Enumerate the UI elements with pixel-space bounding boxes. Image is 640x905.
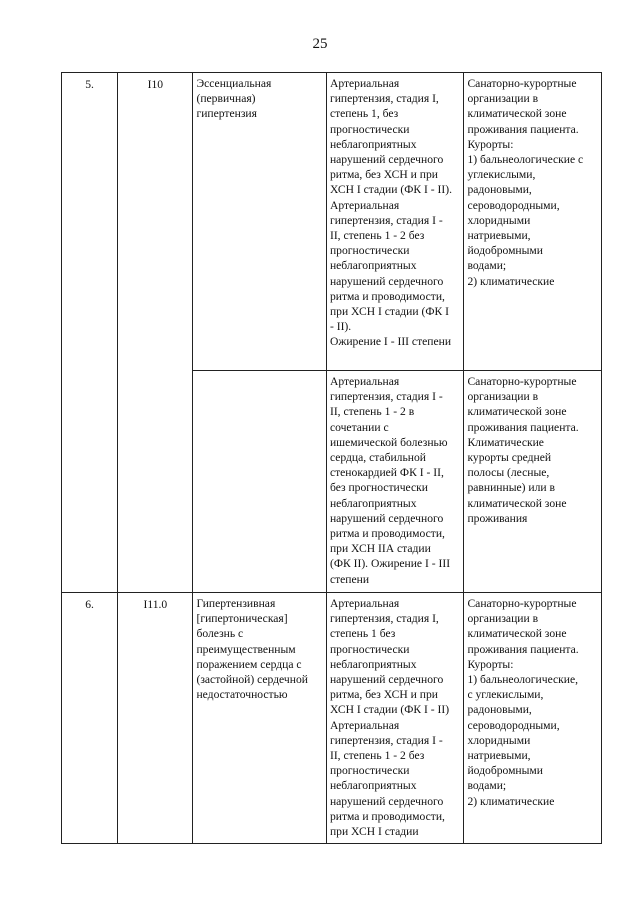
text-line: гипертензия, стадия I -: [329, 213, 443, 227]
text-line: II, степень 1 - 2 без: [329, 229, 425, 243]
text-line: Санаторно-курортные: [467, 597, 577, 610]
text-line: 1) бальнеологические,: [467, 673, 579, 687]
text-line: неблагоприятных: [329, 496, 417, 510]
text-line: нарушений сердечного: [329, 511, 444, 525]
text-line: (первичная): [196, 92, 256, 106]
text-line: проживания пациента.: [467, 642, 579, 656]
text-line: (застойной) сердечной: [196, 673, 308, 687]
text-line: II, степень 1 - 2 без: [329, 749, 425, 763]
text-line: 1) бальнеологические с: [467, 153, 584, 167]
text-line: Курорты:: [467, 137, 514, 151]
text-line: ишемической болезнью: [329, 435, 448, 449]
text-line: йодобромными: [467, 764, 543, 778]
text-line: прогностически: [329, 122, 410, 136]
text-line: гипертензия, стадия I -: [329, 390, 443, 404]
text-line: натриевыми,: [467, 749, 531, 763]
text-line: неблагоприятных: [329, 657, 417, 671]
clinical-description-cell: [326, 593, 464, 844]
text-line: неблагоприятных: [329, 137, 417, 151]
text-line: при ХСН IIА стадии: [329, 542, 431, 556]
text-line: Санаторно-курортные: [467, 77, 577, 90]
text-line: неблагоприятных: [329, 779, 417, 793]
disease-name-cell: [193, 593, 326, 844]
text-line: сочетании с: [329, 420, 389, 434]
text-line: сероводородными,: [467, 198, 560, 212]
clinical-description-cell: [326, 371, 464, 593]
text-line: ритма и проводимости,: [329, 527, 445, 541]
text-line: ритма и проводимости,: [329, 289, 445, 303]
text-line: организации в: [467, 92, 539, 106]
text-line: гипертензия, стадия I -: [329, 733, 443, 747]
table-row: [62, 73, 602, 371]
text-line: проживания пациента.: [467, 122, 579, 136]
text-line: Гипертензивная: [196, 597, 276, 610]
text-line: углекислыми,: [467, 168, 536, 182]
text-line: ХСН I стадии (ФК I - II).: [329, 183, 453, 197]
table-row: [62, 593, 602, 844]
page-number: 25: [312, 36, 328, 52]
text-line: йодобромными: [467, 244, 543, 258]
text-line: 2) климатические: [467, 274, 555, 288]
text-line: организации в: [467, 612, 539, 626]
text-line: прогностически: [329, 642, 410, 656]
row-number-cell: 5.: [62, 73, 118, 593]
text-line: с углекислыми,: [467, 688, 544, 702]
text-line: при ХСН I стадии (ФК I: [329, 305, 449, 319]
text-line: Артериальная: [329, 597, 400, 610]
disease-name-cell: [193, 371, 326, 593]
text-line: гипертензия, стадия I,: [329, 92, 439, 106]
text-line: Климатические: [467, 435, 544, 449]
text-line: степень 1, без: [329, 107, 399, 121]
text-line: радоновыми,: [467, 703, 532, 717]
text-line: ХСН I стадии (ФК I - II): [329, 703, 450, 717]
text-line: радоновыми,: [467, 183, 532, 197]
text-line: климатической зоне: [467, 627, 567, 641]
text-line: поражением сердца с: [196, 657, 302, 671]
text-line: Санаторно-курортные: [467, 375, 577, 388]
text-line: Артериальная: [329, 375, 400, 388]
text-line: II, степень 1 - 2 в: [329, 405, 415, 419]
text-line: хлоридными: [467, 213, 531, 227]
text-line: климатической зоне: [467, 107, 567, 121]
text-line: водами;: [467, 259, 507, 273]
text-line: равнинные) или в: [467, 481, 555, 495]
text-line: стенокардией ФК I - II,: [329, 466, 444, 480]
text-line: климатической зоне: [467, 405, 567, 419]
text-line: степени: [329, 572, 370, 586]
text-line: климатической зоне: [467, 496, 567, 510]
text-line: натриевыми,: [467, 229, 531, 243]
text-line: нарушений сердечного: [329, 274, 444, 288]
text-line: преимущественным: [196, 642, 296, 656]
row-number-cell: 6.: [62, 593, 118, 844]
text-line: ритма, без ХСН и при: [329, 168, 438, 182]
text-line: недостаточностью: [196, 688, 288, 702]
text-line: сердца, стабильной: [329, 451, 426, 465]
text-line: проживания: [467, 511, 528, 525]
text-line: [гипертоническая]: [196, 612, 288, 626]
text-line: (ФК II). Ожирение I - III: [329, 557, 451, 571]
text-line: ритма и проводимости,: [329, 809, 445, 823]
text-line: полосы (лесные,: [467, 466, 550, 480]
text-line: нарушений сердечного: [329, 673, 444, 687]
text-line: Эссенциальная: [196, 77, 272, 90]
text-line: Артериальная: [329, 198, 400, 212]
text-line: проживания пациента.: [467, 420, 579, 434]
text-line: без прогностически: [329, 481, 428, 495]
text-line: нарушений сердечного: [329, 153, 444, 167]
text-line: при ХСН I стадии: [329, 825, 419, 839]
recommendation-cell: [464, 593, 602, 844]
recommendation-cell: [464, 371, 602, 593]
text-line: степень 1 без: [329, 627, 396, 641]
text-line: болезнь с: [196, 627, 244, 641]
text-line: - II).: [329, 320, 352, 334]
text-line: организации в: [467, 390, 539, 404]
text-line: гипертензия: [196, 107, 257, 121]
text-line: курорты средней: [467, 451, 552, 465]
text-line: неблагоприятных: [329, 259, 417, 273]
disease-name-cell: [193, 73, 326, 371]
text-line: Артериальная: [329, 77, 400, 90]
text-line: Курорты:: [467, 657, 514, 671]
text-line: 2) климатические: [467, 794, 555, 808]
icd-code-cell: I11.0: [118, 593, 193, 844]
text-line: сероводородными,: [467, 718, 560, 732]
text-line: Ожирение I - III степени: [329, 335, 452, 349]
text-line: нарушений сердечного: [329, 794, 444, 808]
text-line: прогностически: [329, 244, 410, 258]
text-line: гипертензия, стадия I,: [329, 612, 439, 626]
text-line: прогностически: [329, 764, 410, 778]
text-line: хлоридными: [467, 733, 531, 747]
text-line: водами;: [467, 779, 507, 793]
text-line: Артериальная: [329, 718, 400, 732]
clinical-description-cell: [326, 73, 464, 371]
text-line: ритма, без ХСН и при: [329, 688, 438, 702]
document-table: [61, 72, 602, 844]
icd-code-cell: I10: [118, 73, 193, 593]
recommendation-cell: [464, 73, 602, 371]
